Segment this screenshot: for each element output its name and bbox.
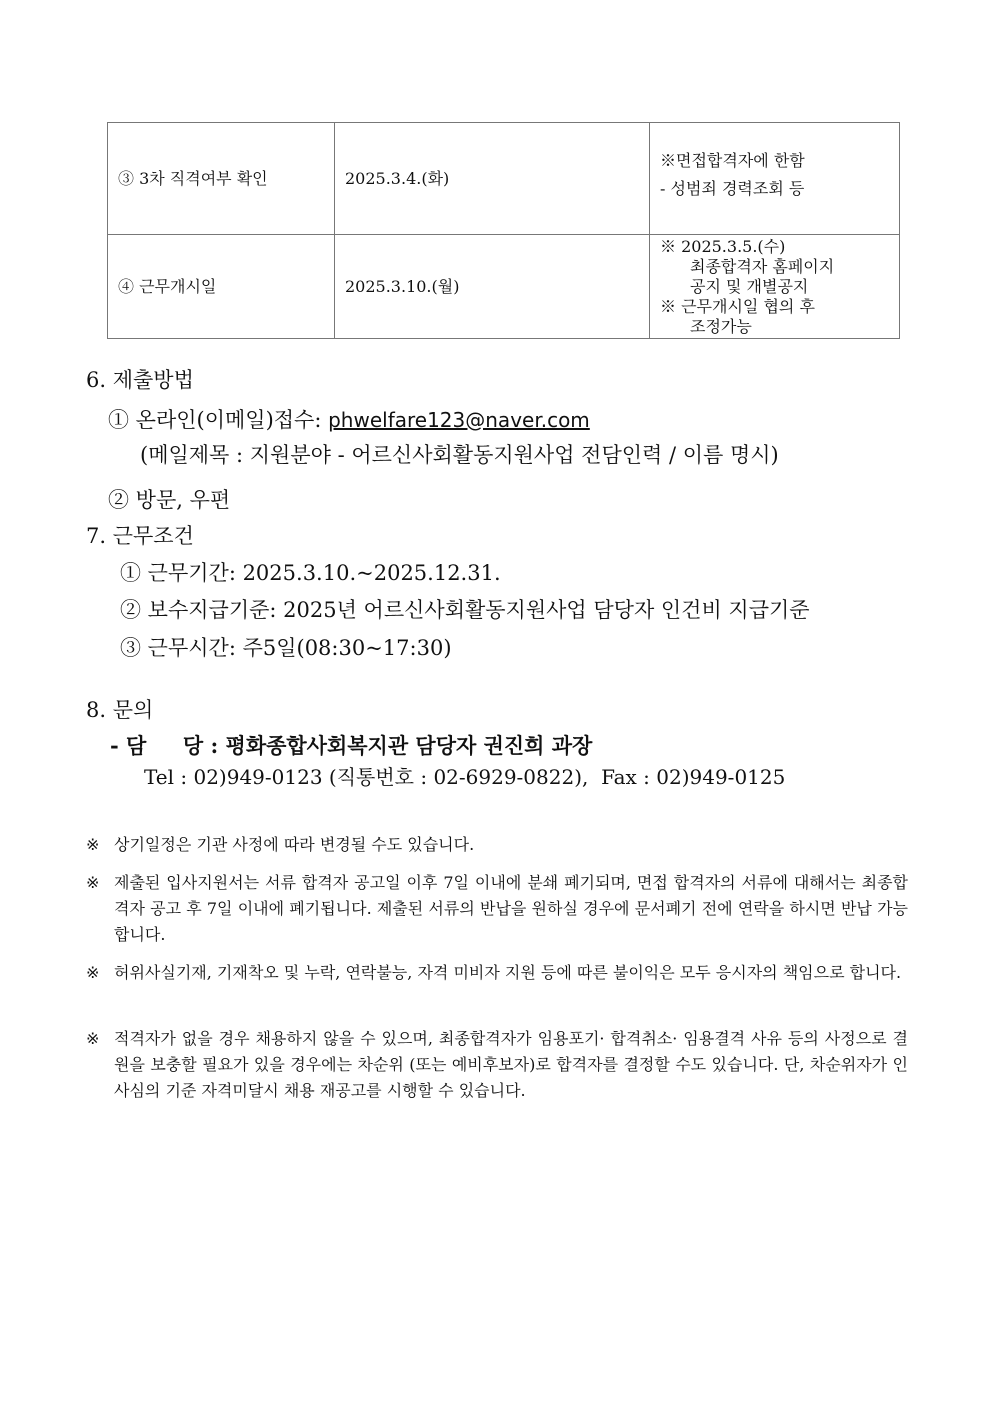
email-subject-note: (메일제목 : 지원분야 - 어르신사회활동지원사업 전담인력 / 이름 명시) xyxy=(140,443,779,467)
date-cell: 2025.3.4.(화) xyxy=(335,123,650,235)
note-text: 적격자가 없을 경우 채용하지 않을 수 있으며, 최종합격자가 임용포기· 합격취소· 임용결격 사유 등의 사정으로 결원을 보충할 필요가 있을 경우에는 차순위 (또는 예비후보자)로 합격자를 결정할 수도 있습니다. 단, 차순위자가 인사심의 기준 자격미달시 채용 재공고를 시행할 수 있습니다. xyxy=(114,1029,908,1100)
section6-title: 6. 제출방법 xyxy=(86,368,194,392)
note-item xyxy=(86,1026,908,1104)
notes-cell xyxy=(650,123,900,235)
section7-title: 7. 근무조건 xyxy=(86,524,194,548)
section7-item1: ① 근무기간: 2025.3.10.~2025.12.31. xyxy=(120,561,501,585)
note-line: ※ 근무개시일 협의 후 xyxy=(660,296,815,316)
note-item xyxy=(86,832,908,858)
step-cell: ④ 근무개시일 xyxy=(108,235,335,339)
note-line: - 성범죄 경력조회 등 xyxy=(660,178,805,198)
section7-item3: ③ 근무시간: 주5일(08:30~17:30) xyxy=(120,636,452,660)
contact-phone: Tel : 02)949-0123 (직통번호 : 02-6929-0822), Fax : 02)949-0125 xyxy=(144,765,786,789)
section6-item2: ② 방문, 우편 xyxy=(108,488,231,512)
note-text: 상기일정은 기관 사정에 따라 변경될 수도 있습니다. xyxy=(114,835,475,854)
note-line: ※면접합격자에 한함 xyxy=(660,150,805,170)
note-line: 최종합격자 홈페이지 xyxy=(690,256,835,276)
reference-mark: ※ xyxy=(86,835,100,854)
section7-item2: ② 보수지급기준: 2025년 어르신사회활동지원사업 담당자 인건비 지급기준 xyxy=(120,598,810,622)
schedule-table xyxy=(107,122,900,339)
email-link[interactable]: phwelfare123@naver.com xyxy=(328,408,590,432)
table-row xyxy=(108,235,900,339)
step-cell: ③ 3차 직격여부 확인 xyxy=(108,123,335,235)
reference-mark: ※ xyxy=(86,873,100,892)
section8-title: 8. 문의 xyxy=(86,698,154,722)
note-text: 제출된 입사지원서는 서류 합격자 공고일 이후 7일 이내에 분쇄 폐기되며, 면접 합격자의 서류에 대해서는 최종합격자 공고 후 7일 이내에 폐기됩니다. 제출된 서류의 반납을 원하실 경우에 문서폐기 전에 연락을 하시면 반납 가능합니다. xyxy=(114,873,908,944)
section6-item1 xyxy=(108,406,590,434)
note-item xyxy=(86,960,908,986)
reference-mark: ※ xyxy=(86,1029,100,1048)
date-cell: 2025.3.10.(월) xyxy=(335,235,650,339)
contact-label: - 담 당 : 평화종합사회복지관 담당자 권진희 과장 xyxy=(110,733,593,758)
note-line: 공지 및 개별공지 xyxy=(690,276,809,296)
table-row xyxy=(108,123,900,235)
note-line: ※ 2025.3.5.(수) xyxy=(660,236,786,256)
note-item xyxy=(86,870,908,948)
note-text: 허위사실기재, 기재착오 및 누락, 연락불능, 자격 미비자 지원 등에 따른 불이익은 모두 응시자의 책임으로 합니다. xyxy=(114,963,902,982)
submit-online-label: ① 온라인(이메일)접수: xyxy=(108,408,329,432)
reference-mark: ※ xyxy=(86,963,100,982)
notes-cell xyxy=(650,235,900,339)
note-line: 조정가능 xyxy=(690,316,752,336)
